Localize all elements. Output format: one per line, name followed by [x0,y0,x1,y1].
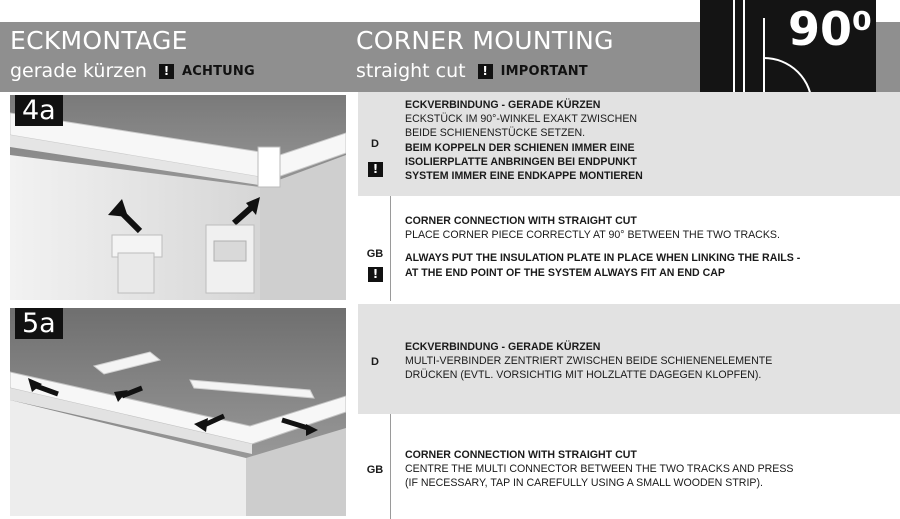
german-title: ECKMONTAGE [10,26,188,55]
photo-step-4a [10,95,346,300]
section-4a-german [358,92,900,196]
language-code: D [371,138,379,150]
english-title: CORNER MOUNTING [356,26,614,55]
step-label-5a: 5a [15,308,63,339]
text-line: (IF NECESSARY, TAP IN CAREFULLY USING A SMALL WOODEN STRIP). [405,477,763,490]
section-5a-german [358,304,900,414]
section-heading: ECKVERBINDUNG - GERADE KÜRZEN [405,341,601,353]
text-line: PLACE CORNER PIECE CORRECTLY AT 90° BETWEEN THE TWO TRACKS. [405,229,780,242]
section-heading: ECKVERBINDUNG - GERADE KÜRZEN [405,99,601,111]
photo-step-5a [10,308,346,516]
warning-line: ALWAYS PUT THE INSULATION PLATE IN PLACE WHEN LINKING THE RAILS - [405,252,801,265]
warning-line: SYSTEM IMMER EINE ENDKAPPE MONTIEREN [405,170,643,183]
german-warning-label: ACHTUNG [181,63,255,79]
english-subtitle: straight cut [356,60,466,82]
german-subtitle-row [10,60,255,82]
warning-line: AT THE END POINT OF THE SYSTEM ALWAYS FIT AN END CAP [405,266,725,279]
section-heading: CORNER CONNECTION WITH STRAIGHT CUT [405,449,637,461]
text-line: BEIDE SCHIENENSTÜCKE SETZEN. [405,127,586,140]
angle-value: 90⁰ [788,2,873,56]
language-code: GB [366,248,384,260]
section-5a-english [358,414,900,519]
language-code: D [371,356,379,368]
section-text [405,340,888,383]
section-text [405,214,888,280]
language-code: GB [366,464,384,476]
warning-line: BEIM KOPPELN DER SCHIENEN IMMER EINE [405,141,635,154]
section-heading: CORNER CONNECTION WITH STRAIGHT CUT [405,215,637,227]
section-4a-english [358,196,900,301]
section-text [405,98,735,183]
multi-connector-illustration [10,308,346,516]
german-subtitle: gerade kürzen [10,60,147,82]
english-warning-label: IMPORTANT [500,63,588,79]
step-label-4a: 4a [15,95,63,126]
warning-icon: ! [368,267,383,282]
text-line: CENTRE THE MULTI CONNECTOR BETWEEN THE TWO TRACKS AND PRESS [405,463,794,476]
warning-line: ISOLIERPLATTE ANBRINGEN BEI ENDPUNKT [405,155,637,168]
english-subtitle-row [356,60,588,82]
warning-icon: ! [478,64,493,79]
warning-icon: ! [159,64,174,79]
text-line: DRÜCKEN (EVTL. VORSICHTIG MIT HOLZLATTE DAGEGEN KLOPFEN). [405,369,762,382]
section-text [405,448,888,491]
warning-icon: ! [368,162,383,177]
text-line: ECKSTÜCK IM 90°-WINKEL EXAKT ZWISCHEN [405,113,638,126]
text-line: MULTI-VERBINDER ZENTRIERT ZWISCHEN BEIDE SCHIENENELEMENTE [405,355,773,368]
